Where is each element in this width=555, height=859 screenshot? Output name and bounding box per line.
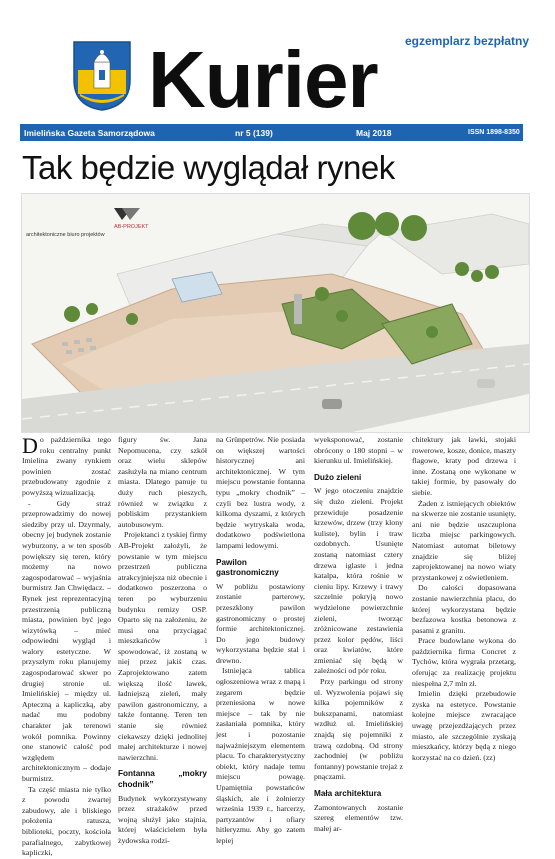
paragraph: Prace budowlane wykona do października firma Concret z Tychów, która wygrała przetarg, oferując za realizację projektu niespełna 2,7 mln zł. <box>412 636 516 688</box>
publication-subtitle: Imielińska Gazeta Samorządowa <box>24 127 155 138</box>
article-body <box>22 433 530 858</box>
town-crest-icon <box>72 40 132 112</box>
newspaper-title: Kurier <box>148 35 378 124</box>
column-5 <box>412 435 516 763</box>
issue-number: nr 5 (139) <box>235 127 273 138</box>
section-heading-fountain: Fontanna „mokry chodnik” <box>118 769 207 789</box>
lead-text: o października tego roku centralny punkt Imielina zwany rynkiem powinien zostać przebudowany zgodnie z powyższą wizualizacją. <box>22 435 111 497</box>
section-heading-pavilion: Pawilon gastronomiczny <box>216 557 279 578</box>
column-1 <box>22 435 111 859</box>
paragraph: W jego otoczeniu znajdzie się dużo zieleni. Projekt przewiduje posadzenie krzewów, drzew (trzy klony kuliste), bylin i traw ozdobnych. Usunięte zostaną natomiast cztery drzewa iglaste i jedna katalpa, która rośnie w cieniu lipy. Krzewy i trawy szczelnie pokryją nowo wydzielone powierzchnie zieleni, tworząc zróżnicowane zestawienia przez kolor pędów, liści oraz kwiatów, które zmieniać się będą w zależności od pór roku. <box>314 486 403 676</box>
paragraph: W pobliżu postawiony zostanie parterowy, przeszklony pawilon gastronomiczny o prostej formie architektonicznej. Do jego budowy wykorzystana będzie stal i drewno. <box>216 581 305 665</box>
paragraph: Istniejąca tablica ogłoszeniowa wraz z mapą i zegarem będzie przeniesiona w nowe miejsce – tak by nie zasłaniała pomnika, który jest i pozostanie najważniejszym elementem placu. To charakterystyczny obiekt, który nadaje temu miejscu powagę. Upamiętnia powstańców śląskich, ale i żołnierzy września 1939 r., harcerzy, partyzantów i ofiary hitleryzmu. Aby go zatem lepiej <box>216 666 305 845</box>
article-headline: Tak będzie wyglądał rynek <box>22 149 395 186</box>
issue-date: Maj 2018 <box>356 127 392 138</box>
paragraph: Budynek wykorzystywany przez strażaków przed wojną służył jako stajnia, której właścicielem była żydowska rodzi- <box>118 793 207 845</box>
column-3 <box>216 435 305 847</box>
paragraph: figury św. Jana Nepomucena, czy szkół oraz wielu sklepów zasłużyła na miano centrum miasta. Dlatego panuje tu duży ruch pieszych, również w związku z pobliskim przystankiem autobusowym. <box>118 435 207 529</box>
masthead-bar <box>20 124 523 141</box>
paragraph: na Grünpetrów. Nie posiada on większej wartości historycznej ani architektonicznej. W tym miejscu powstanie fontanna typu „mokry chodnik” – czyli bez lustra wody, z kilkoma dyszami, z których będzie wytryskała woda, dodatkowo podświetlona lampami ledowymi. <box>216 435 305 550</box>
firm-logo-tagline: architektoniczne biuro projektów <box>26 232 105 238</box>
market-square-visualization <box>21 193 530 433</box>
issn: ISSN 1898-8350 <box>468 129 520 136</box>
section-heading-greenery: Dużo zieleni <box>314 472 362 482</box>
paragraph: chitektury jak ławki, stojaki rowerowe, kosze, donice, maszty flagowe, kraty pod drzewa i inne. Zostaną one wykonane w takiej formie, by pasowały do siebie. <box>412 435 516 497</box>
column-2 <box>118 435 207 847</box>
free-copy-note: egzemplarz bezpłatny <box>404 34 529 48</box>
paragraph: Do całości dopasowana zostanie nawierzchnia placu, do której wykorzystana będzie bezfazowa kostka betonowa z pasami z granitu. <box>412 583 516 635</box>
masthead <box>0 0 555 150</box>
firm-logo-name: AB-PROJEKT <box>114 224 149 230</box>
section-heading-small-architecture: Mała architektura <box>314 789 382 798</box>
paragraph: Projektanci z tyskiej firmy AB-Projekt założyli, że powstanie w tym miejscu przestrzeń publiczna atrakcyjniejsza niż obecnie i dodatkowo poszerzona o teren po wyburzeniu budynku remizy OSP. Oparto się na założeniu, że musi ona przyciągać mieszkańców i spowodować, iż zostaną w niej przez jakiś czas. Zaprojektowano zatem większą ilość ławek, ładniejszą zieleń, mały pawilon gastronomiczny, a także fontannę. Teren ten stanie się również ciekawszy dzięki jednolitej małej architekturze i nowej nawierzchni. <box>118 530 207 762</box>
paragraph <box>22 435 111 499</box>
paragraph: - Gdy straż przeprowadzimy do nowej siedziby przy ul. Dzyrmaly, obecny jej budynek zostanie wyburzony, a w ten sposób powiększy się teren, który możemy na nowo zagospodarować – wyjaśnia burmistrz Jan Chwiędacz. – Rynek jest reprezentacyjną przestrzenią publiczną miasta, powinien być jego wizytówką – mieć odpowiedni wygląd i walory estetyczne. W przyszłym roku planujemy zagospodarować skwer po drugiej stronie ul. Imielińskiej – między ul. Apteczną a kapliczką, aby nadać mu podobny charakter jak terenowi wokół pomnika. Powinny one stanowić całość pod względem architektonicznym – dodaje burmistrz. <box>22 498 111 783</box>
drop-cap: D <box>22 433 38 458</box>
paragraph: wyeksponować, zostanie obrócony o 180 stopni – w kierunku ul. Imielińskiej. <box>314 435 403 466</box>
paragraph: Zamontowanych zostanie szereg elementów tzw. małej ar- <box>314 802 403 833</box>
column-4 <box>314 435 403 834</box>
paragraph: Żaden z istniejących obiektów na skwerze nie zostanie usunięty, ani nie będzie uszczuplona liczba miejsc parkingowych. Natomiast automat biletowy znajdzie się bliżej zaprojektowanej na nowo wiaty przystankowej z oświetleniem. <box>412 498 516 582</box>
paragraph: Imielin dzięki przebudowie zyska na estetyce. Powstanie kolejne miejsce zwracające uwagę przejezdżających przez miasto, ale szczególnie zyskają mieszkańcy, którzy będą z niego korzystać na co dzień. (zz) <box>412 689 516 762</box>
paragraph: Przy parkingu od strony ul. Wyzwolenia pojawi się kilka pojemników z bukszpanami, natomiast wzdłuż ul. Imielińskiej znajdą się pojemniki z trawą ozdobną. Od strony zachodniej (w pobliżu fontanny) powstanie trejaż z pnączami. <box>314 677 403 782</box>
paragraph: Ta część miasta nie tylko z powodu zwartej zabudowy, ale i bliskiego położenia ratusza, biblioteki, poczty, kościoła parafialnego, zabytkowej kapliczki, <box>22 784 111 858</box>
visualization-drawing <box>22 194 529 432</box>
